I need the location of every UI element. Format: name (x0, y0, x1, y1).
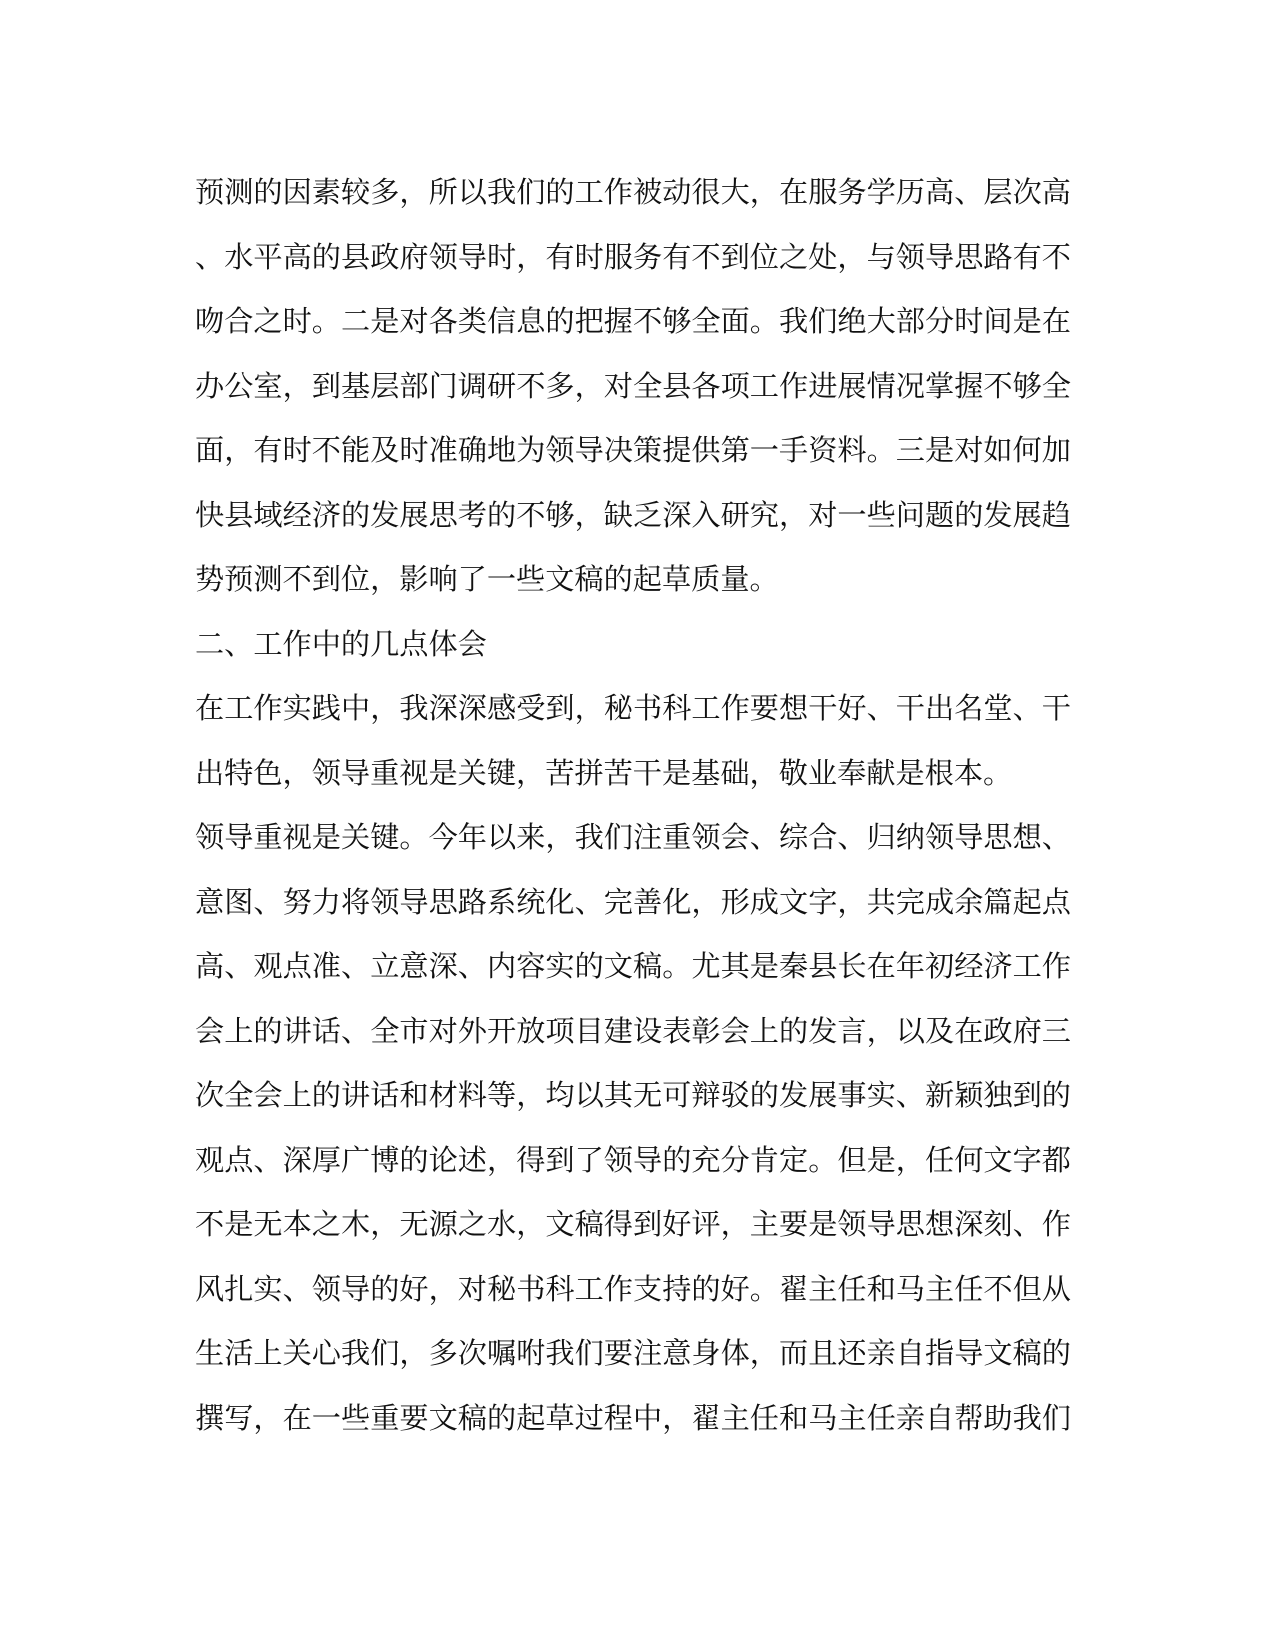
text-line: 次全会上的讲话和材料等，均以其无可辩驳的发展事实、新颖独到的 (195, 1078, 1071, 1112)
text-line: 出特色，领导重视是关键，苦拼苦干是基础，敬业奉献是根本。 (195, 755, 1013, 790)
text-line: 高、观点准、立意深、内容实的文稿。尤其是秦县长在年初经济工作 (195, 949, 1071, 983)
text-line: 快县域经济的发展思考的不够，缺乏深入研究，对一些问题的发展趋 (195, 497, 1071, 532)
text-line: 、水平高的县政府领导时，有时服务有不到位之处，与领导思路有不 (195, 239, 1071, 274)
text-line: 办公室，到基层部门调研不多，对全县各项工作进展情况掌握不够全 (195, 368, 1071, 403)
text-line: 在工作实践中，我深深感受到，秘书科工作要想干好、干出名堂、干 (195, 691, 1071, 725)
text-line: 风扎实、领导的好，对秘书科工作支持的好。翟主任和马主任不但从 (195, 1271, 1071, 1306)
text-line: 领导重视是关键。今年以来，我们注重领会、综合、归纳领导思想、 (195, 820, 1071, 854)
text-line: 势预测不到位，影响了一些文稿的起草质量。 (195, 562, 779, 596)
text-line: 生活上关心我们，多次嘱咐我们要注意身体，而且还亲自指导文稿的 (195, 1336, 1071, 1370)
text-line: 会上的讲话、全市对外开放项目建设表彰会上的发言，以及在政府三 (195, 1013, 1071, 1048)
text-line: 撰写，在一些重要文稿的起草过程中，翟主任和马主任亲自帮助我们 (195, 1400, 1071, 1435)
text-line: 观点、深厚广博的论述，得到了领导的充分肯定。但是，任何文字都 (195, 1142, 1071, 1177)
section-heading: 二、工作中的几点体会 (195, 626, 487, 661)
text-line: 不是无本之木，无源之水，文稿得到好评，主要是领导思想深刻、作 (195, 1207, 1071, 1241)
body-text (195, 160, 1071, 1450)
text-line: 面，有时不能及时准确地为领导决策提供第一手资料。三是对如何加 (195, 433, 1071, 467)
text-line: 吻合之时。二是对各类信息的把握不够全面。我们绝大部分时间是在 (195, 304, 1071, 338)
text-line: 意图、努力将领导思路系统化、完善化，形成文字，共完成余篇起点 (195, 884, 1071, 919)
text-line: 预测的因素较多，所以我们的工作被动很大，在服务学历高、层次高 (195, 175, 1071, 209)
